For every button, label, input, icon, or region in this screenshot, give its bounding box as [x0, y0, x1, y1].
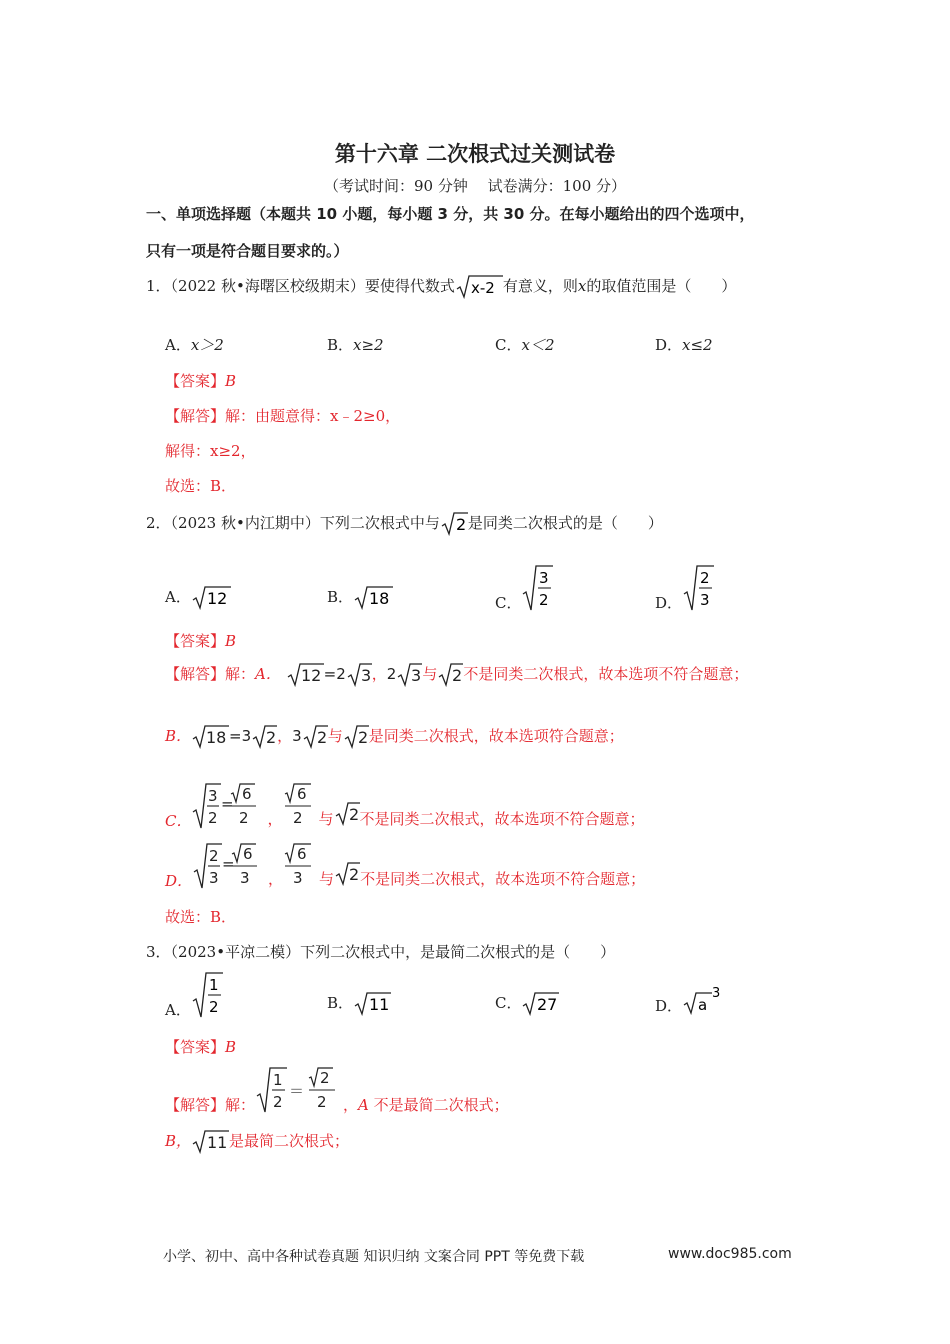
- svg-text:2: 2: [349, 865, 360, 884]
- svg-text:a: a: [698, 996, 708, 1014]
- q1-solution-line3: 故选：B．: [165, 477, 237, 495]
- svg-text:6: 6: [242, 785, 253, 803]
- section-heading-line2: 只有一项是符合题目要求的。）: [146, 242, 349, 260]
- q3-text: 下列二次根式中，是最简二次根式的是（ ）: [300, 943, 616, 961]
- svg-text:3: 3: [411, 666, 422, 685]
- q3-source: （2023•平凉二模）: [170, 943, 301, 961]
- svg-text:6: 6: [297, 845, 307, 863]
- svg-text:2: 2: [455, 515, 467, 534]
- svg-text:2: 2: [348, 805, 359, 824]
- q1-option-c[interactable]: C．x＜2: [495, 336, 555, 354]
- q2-solution-b: B． 18 =3 2 ，3 2 与 2 是同类二次根式，故本选项符合题意；: [165, 727, 624, 747]
- svg-text:6: 6: [243, 845, 253, 863]
- svg-text:2: 2: [292, 809, 303, 827]
- q1-text-end: 的取值范围是（ ）: [586, 277, 737, 295]
- q2-option-b[interactable]: B． 18: [327, 585, 393, 611]
- q2-final: 故选：B．: [165, 908, 237, 926]
- svg-text:12: 12: [300, 666, 322, 685]
- q2-text-after: 是同类二次根式的是（ ）: [467, 514, 663, 532]
- svg-text:2: 2: [357, 728, 368, 747]
- svg-text:18: 18: [369, 589, 390, 608]
- svg-text:＝: ＝: [289, 1082, 305, 1100]
- svg-text:2: 2: [317, 1093, 327, 1111]
- svg-text:3: 3: [360, 666, 371, 685]
- q1-sqrt: [455, 274, 503, 300]
- q1-option-a[interactable]: A．x＞2: [165, 336, 224, 354]
- svg-text:6: 6: [296, 785, 307, 803]
- svg-text:2: 2: [208, 809, 219, 827]
- svg-text:2: 2: [539, 591, 550, 609]
- svg-text:3: 3: [700, 591, 710, 609]
- q1-answer: 【答案】B: [165, 372, 237, 390]
- svg-text:2: 2: [266, 728, 277, 747]
- q2-solution-a: 【解答】解：A． 12 =2 3 ，2 3 与 2 不是同类二次根式，故本选项不符合题意；: [165, 665, 749, 685]
- svg-text:2: 2: [209, 847, 219, 865]
- q1-option-d[interactable]: D．x≤2: [655, 336, 713, 354]
- svg-text:27: 27: [537, 995, 558, 1014]
- svg-text:3: 3: [208, 787, 219, 805]
- section-heading-line1: 一、单项选择题（本题共 10 小题，每小题 3 分，共 30 分。在每小题给出的四个选项中，: [146, 205, 755, 223]
- q2-answer: 【答案】B: [165, 632, 237, 650]
- svg-text:2: 2: [316, 728, 327, 747]
- svg-text:1: 1: [273, 1071, 283, 1089]
- q1-solution-line2: 解得：x≥2，: [165, 442, 256, 460]
- question-1: [146, 274, 736, 300]
- svg-text:18: 18: [206, 728, 227, 747]
- q1-var: x: [577, 277, 587, 295]
- svg-text:2: 2: [273, 1093, 283, 1111]
- svg-text:2: 2: [239, 809, 250, 827]
- q1-option-b[interactable]: B．x≥2: [327, 336, 384, 354]
- q1-text-before: 要使得代数式: [364, 277, 455, 295]
- q2-option-a[interactable]: A． 12: [165, 585, 231, 611]
- svg-text:3: 3: [209, 869, 219, 887]
- footer-link[interactable]: www.doc985.com: [668, 1246, 792, 1262]
- svg-text:1: 1: [208, 976, 219, 994]
- q3-option-a[interactable]: A． 1 2: [165, 971, 223, 1019]
- svg-text:2: 2: [208, 998, 219, 1016]
- q2-source: （2023 秋•内江期中）: [170, 514, 320, 532]
- q1-number: 1．: [146, 277, 171, 295]
- q2-option-d[interactable]: D． 2 3: [655, 564, 714, 612]
- footer-text: 小学、初中、高中各种试卷真题 知识归纳 文案合同 PPT 等免费下载: [163, 1249, 585, 1265]
- svg-text:11: 11: [369, 995, 390, 1014]
- q3-solution-b: B， 11 是最简二次根式；: [165, 1132, 350, 1152]
- svg-text:2: 2: [320, 1069, 330, 1087]
- svg-text:3: 3: [293, 869, 303, 887]
- q3-option-d[interactable]: D． a 3: [655, 986, 721, 1015]
- svg-text:x-2: x-2: [470, 279, 495, 297]
- q2-option-c[interactable]: C． 3 2: [495, 564, 553, 612]
- question-3: [146, 941, 615, 962]
- q1-solution-line1: 【解答】解：由题意得：x﹣2≥0，: [165, 407, 401, 425]
- q2-solution-d: D． 2 3 = 6 3 ， 6 3 与 2 不是同类二次根式，故本选项不符合题意；: [165, 845, 646, 890]
- svg-text:=: =: [222, 855, 235, 873]
- svg-text:3: 3: [539, 569, 550, 587]
- svg-text:2: 2: [452, 666, 463, 685]
- q1-text-after: 有意义，则: [502, 277, 578, 295]
- svg-text:12: 12: [206, 589, 228, 608]
- svg-text:3: 3: [240, 869, 250, 887]
- q2-sqrt: [440, 511, 468, 537]
- q2-text-before: 下列二次根式中与: [319, 514, 440, 532]
- q3-option-c[interactable]: C． 27: [495, 994, 558, 1014]
- page-subtitle: （考试时间：90 分钟 试卷满分：100 分）: [323, 177, 627, 195]
- svg-text:11: 11: [207, 1133, 228, 1152]
- svg-text:=: =: [221, 795, 235, 813]
- question-2: [146, 511, 663, 537]
- page-title: 第十六章 二次根式过关测试卷: [334, 142, 616, 166]
- q3-number: 3．: [146, 943, 171, 961]
- svg-text:2: 2: [700, 569, 710, 587]
- q1-source: （2022 秋•海曙区校级期末）: [170, 277, 365, 295]
- q3-solution-a: 【解答】解： 1 2 ＝ 2 2 ，A 不是最简二次根式；: [165, 1069, 509, 1114]
- q3-answer: 【答案】B: [165, 1038, 237, 1056]
- q2-solution-c: C． 3 2 = 6 2 ， 6 2 与 2 不是同类二次根式，故本选项不符合题意；: [165, 785, 645, 830]
- q2-number: 2．: [146, 514, 171, 532]
- svg-text:3: 3: [712, 986, 721, 1001]
- q3-option-b[interactable]: B． 11: [327, 994, 390, 1014]
